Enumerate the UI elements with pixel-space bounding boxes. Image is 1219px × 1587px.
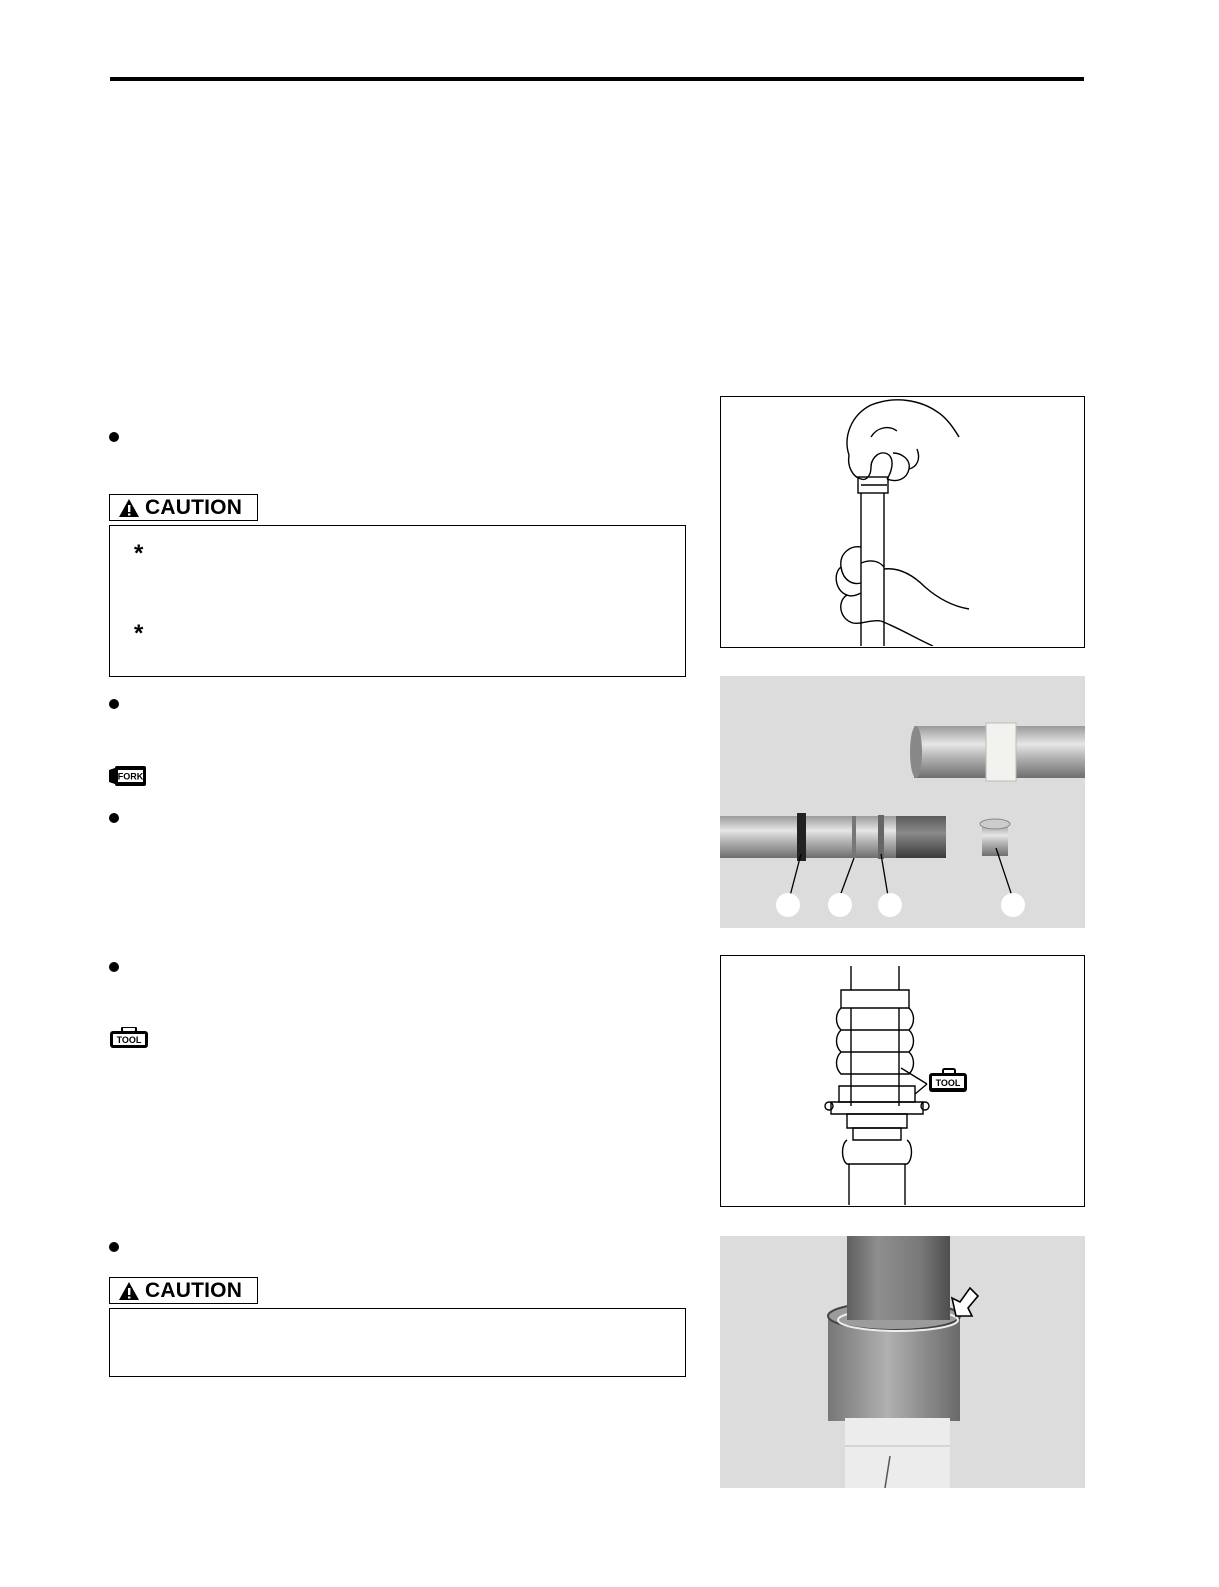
- svg-text:TOOL: TOOL: [116, 1035, 142, 1045]
- fork-parts-photo: [720, 676, 1085, 928]
- step-bullet: [109, 962, 119, 972]
- step-bullet: [109, 813, 119, 823]
- fork-tube-hands-illustration: [721, 397, 1083, 646]
- figure-remove-slide-bushing: [720, 396, 1085, 648]
- caution-box: [109, 525, 686, 677]
- oil-seal-installer-illustration: [721, 956, 1083, 1205]
- arrow-icon: [952, 1288, 978, 1316]
- figure-stopper-ring-photo: [720, 1236, 1085, 1488]
- step-bullet: [109, 699, 119, 709]
- special-tool-icon: [929, 1069, 967, 1092]
- warning-triangle-icon: [118, 498, 140, 518]
- caution-asterisk: *: [134, 540, 144, 567]
- svg-text:TOOL: TOOL: [935, 1078, 961, 1088]
- figure-install-oil-seal-tool: [720, 955, 1085, 1207]
- caution-text: CAUTION: [145, 495, 243, 519]
- caution-label: [109, 494, 258, 521]
- callout-circle: [878, 893, 902, 917]
- header-rule: [110, 77, 1084, 81]
- caution-text: CAUTION: [145, 1278, 243, 1302]
- caution-label: [109, 1277, 258, 1304]
- special-tool-icon: [109, 1027, 149, 1049]
- fork-oil-icon: [109, 765, 147, 787]
- figure-fork-parts-photo: [720, 676, 1085, 928]
- step-bullet: [109, 1242, 119, 1252]
- svg-text:FORK: FORK: [117, 771, 144, 782]
- callout-circle: [828, 893, 852, 917]
- warning-triangle-icon: [118, 1281, 140, 1301]
- callout-circle: [1001, 893, 1025, 917]
- caution-box: [109, 1308, 686, 1377]
- stopper-ring-photo: [720, 1236, 1085, 1488]
- step-bullet: [109, 432, 119, 442]
- callout-circle: [776, 893, 800, 917]
- caution-asterisk: *: [134, 620, 144, 647]
